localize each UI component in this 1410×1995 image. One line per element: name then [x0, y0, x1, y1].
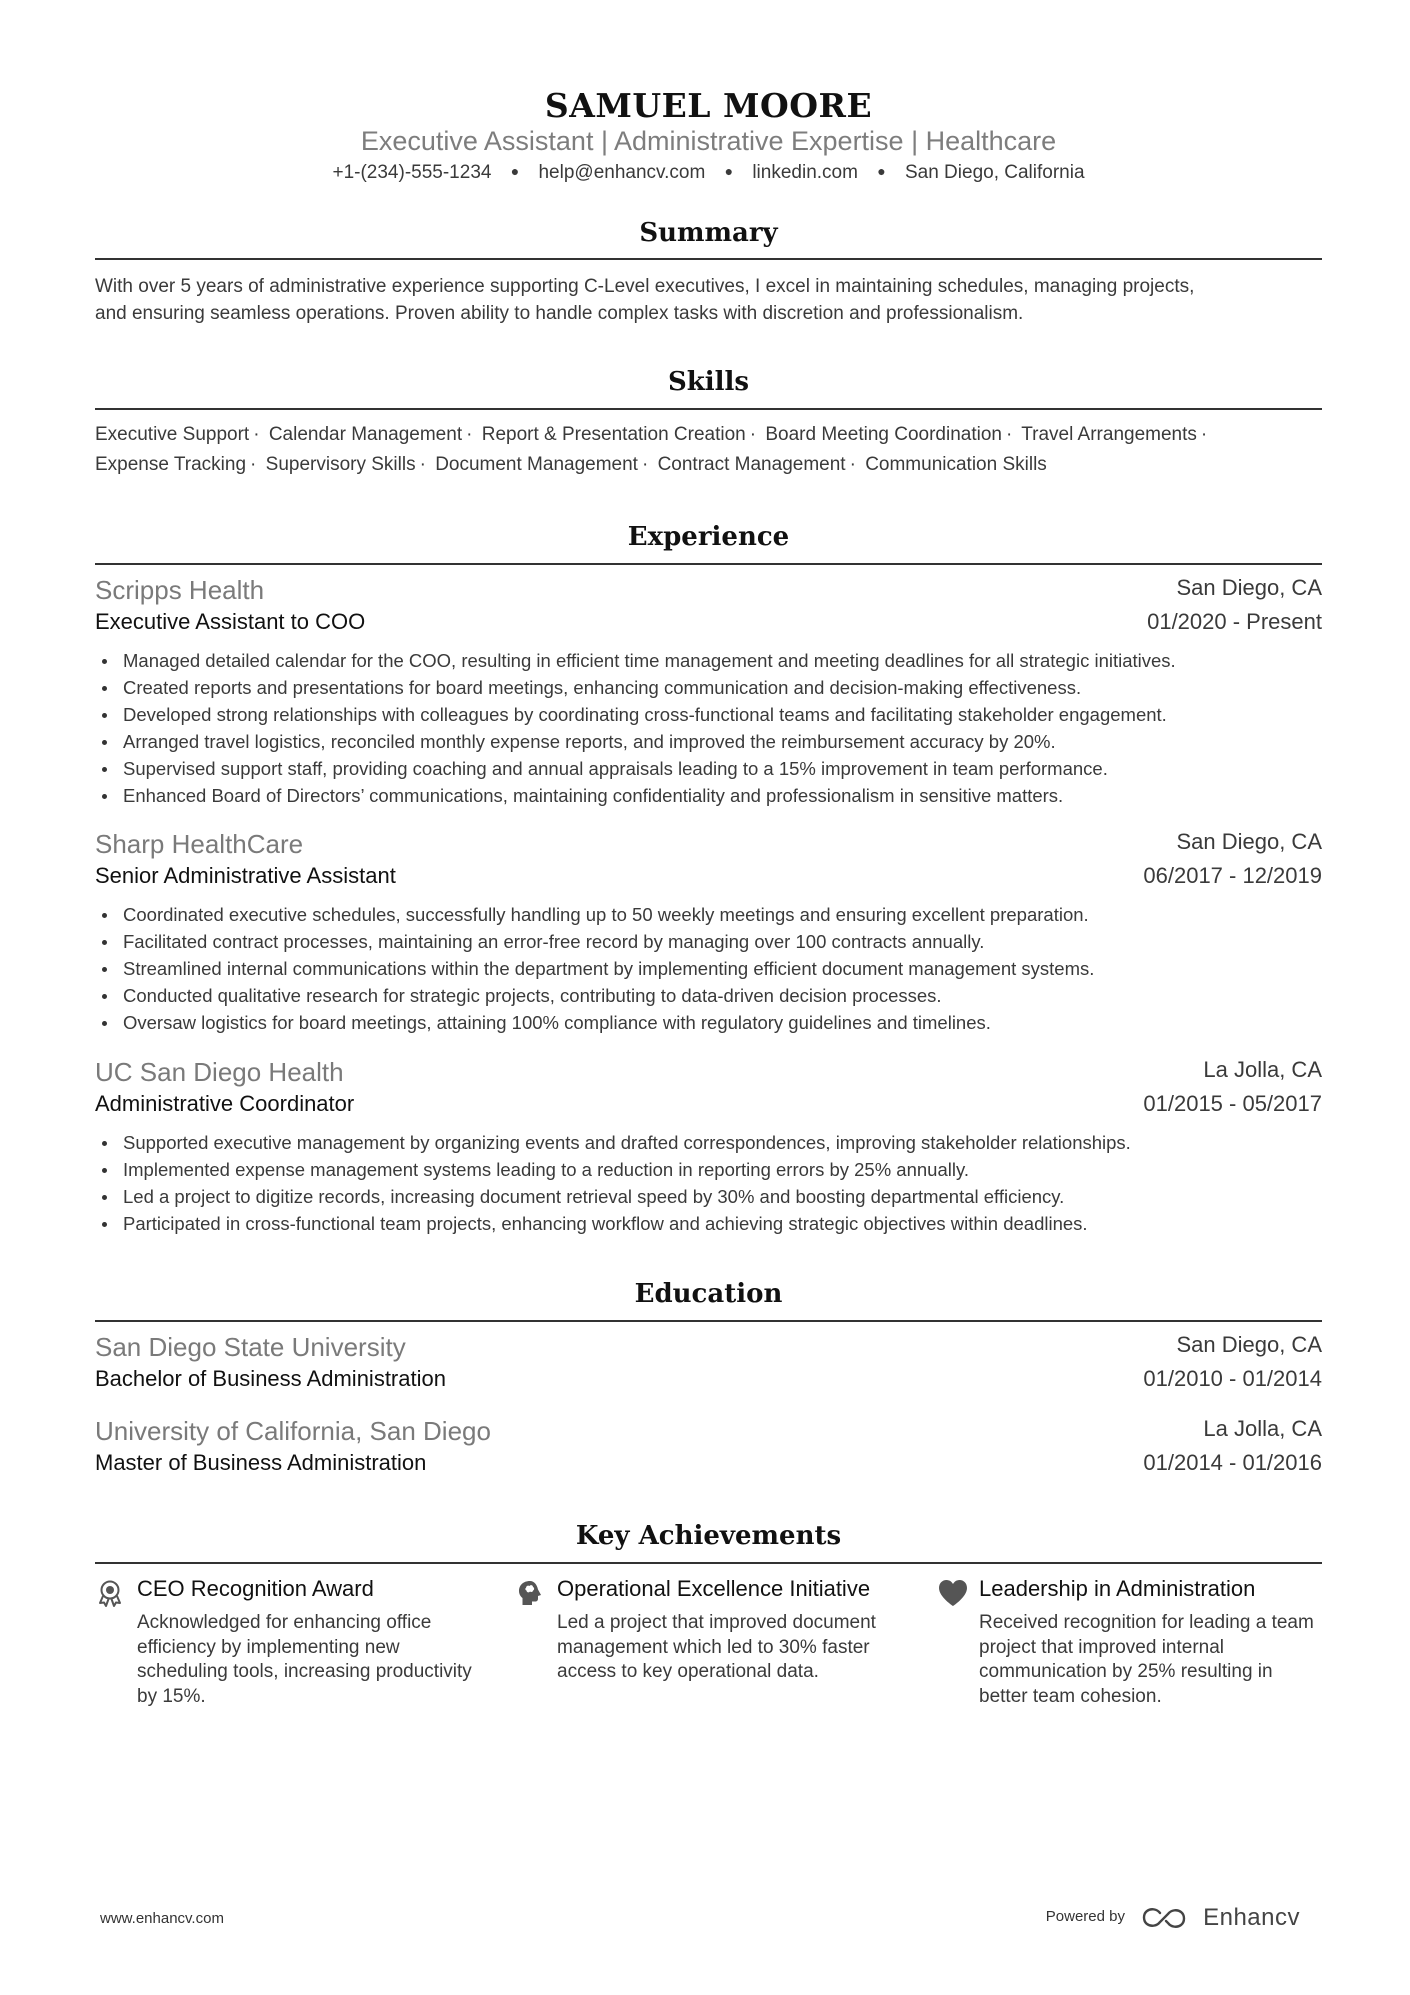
achievements-heading: Key Achievements [575, 1521, 842, 1551]
experience-entry [95, 1057, 1322, 1237]
job-bullet: Arranged travel logistics, reconciled monthly expense reports, and improved the reimbursement accuracy by 20%. [95, 728, 1322, 755]
section-divider [95, 408, 1322, 410]
job-bullet: Coordinated executive schedules, successfully handling up to 50 weekly meetings and ensuring excellent preparation. [95, 901, 1322, 928]
job-bullet: Participated in cross-functional team projects, enhancing workflow and achieving strategic objectives within deadlines. [95, 1210, 1322, 1237]
enhancv-logo-icon [1140, 1904, 1188, 1934]
school-location: San Diego, CA [1176, 1332, 1322, 1357]
degree: Bachelor of Business Administration [95, 1366, 446, 1391]
separator-dot: ● [877, 163, 886, 179]
job-bullets [95, 901, 1322, 1036]
job-bullets [95, 1129, 1322, 1237]
enhancv-wordmark: Enhancv [1203, 1904, 1300, 1931]
skill-item: Board Meeting Coordination [765, 424, 1002, 445]
job-location: San Diego, CA [1176, 829, 1322, 854]
experience-entry [95, 575, 1322, 809]
education-dates: 01/2010 - 01/2014 [1143, 1366, 1322, 1391]
job-bullet: Streamlined internal communications within the department by implementing efficient document management systems. [95, 955, 1322, 982]
job-title: Executive Assistant to COO [95, 609, 366, 634]
skill-item: Expense Tracking [95, 454, 247, 475]
school-name: University of California, San Diego [95, 1416, 491, 1446]
company-name: Sharp HealthCare [95, 829, 304, 859]
job-dates: 01/2020 - Present [1147, 609, 1322, 634]
summary-text [95, 273, 1322, 327]
job-dates: 01/2015 - 05/2017 [1143, 1091, 1322, 1116]
school-name: San Diego State University [95, 1332, 406, 1362]
skills-list [95, 420, 1322, 480]
achievement-description: Led a project that improved document management which led to 30% faster access to key operational data. [557, 1612, 876, 1682]
skills-heading: Skills [667, 367, 750, 397]
achievement-title: Operational Excellence Initiative [557, 1576, 871, 1601]
skill-item: Calendar Management [268, 424, 463, 445]
company-name: UC San Diego Health [95, 1057, 344, 1087]
skill-item: Supervisory Skills [265, 454, 416, 475]
skill-item: Executive Support [95, 424, 250, 445]
experience-entry [95, 829, 1322, 1036]
skill-item: Communication Skills [865, 454, 1047, 475]
education-dates: 01/2014 - 01/2016 [1143, 1450, 1322, 1475]
achievement-description: Received recognition for leading a team project that improved internal communication by 25% resulting in better team cohesion. [979, 1612, 1314, 1707]
job-bullet: Supervised support staff, providing coaching and annual appraisals leading to a 15% improvement in team performance. [95, 755, 1322, 782]
job-dates: 06/2017 - 12/2019 [1143, 863, 1322, 888]
job-bullet: Facilitated contract processes, maintaining an error-free record by managing over 100 contracts annually. [95, 928, 1322, 955]
achievement-description: Acknowledged for enhancing office efficiency by implementing new scheduling tools, increasing productivity by 15%. [137, 1612, 472, 1707]
skill-item: Contract Management [657, 454, 846, 475]
job-title: Administrative Coordinator [95, 1091, 355, 1116]
achievement-title: CEO Recognition Award [137, 1576, 374, 1601]
job-bullet: Oversaw logistics for board meetings, attaining 100% compliance with regulatory guidelines and timelines. [95, 1009, 1322, 1036]
company-name: Scripps Health [95, 575, 265, 605]
award-icon [95, 1578, 125, 1608]
school-location: La Jolla, CA [1203, 1416, 1322, 1441]
job-bullet: Enhanced Board of Directors’ communications, maintaining confidentiality and professionalism in sensitive matters. [95, 782, 1322, 809]
job-location: San Diego, CA [1176, 575, 1322, 600]
candidate-name: SAMUEL MOORE [544, 86, 873, 125]
summary-line: and ensuring seamless operations. Proven ability to handle complex tasks with discretion and professionalism. [95, 303, 1024, 324]
separator-dot: ● [724, 163, 734, 179]
job-bullet: Led a project to digitize records, increasing document retrieval speed by 30% and boosting departmental efficiency. [95, 1183, 1322, 1210]
contact-linkedin[interactable]: linkedin.com [752, 162, 858, 183]
job-bullet: Developed strong relationships with colleagues by coordinating cross-functional teams and facilitating stakeholder engagement. [95, 701, 1322, 728]
section-divider [95, 1320, 1322, 1322]
degree: Master of Business Administration [95, 1450, 427, 1475]
job-location: La Jolla, CA [1203, 1057, 1322, 1082]
skill-item: Report & Presentation Creation [481, 424, 746, 445]
experience-heading: Experience [627, 522, 790, 552]
achievement-title: Leadership in Administration [979, 1576, 1256, 1601]
section-divider [95, 1562, 1322, 1564]
section-divider [95, 258, 1322, 260]
footer-website[interactable]: www.enhancv.com [100, 1910, 224, 1927]
education-entry [95, 1332, 1322, 1400]
education-heading: Education [634, 1279, 783, 1309]
contact-email[interactable]: help@enhancv.com [538, 162, 706, 183]
job-bullet: Implemented expense management systems leading to a reduction in reporting errors by 25% annually. [95, 1156, 1322, 1183]
contact-phone: +1-(234)-555-1234 [332, 162, 492, 183]
job-bullet: Created reports and presentations for board meetings, enhancing communication and decision-making effectiveness. [95, 674, 1322, 701]
job-bullet: Managed detailed calendar for the COO, resulting in efficient time management and meeting deadlines for all strategic initiatives. [95, 647, 1322, 674]
candidate-headline: Executive Assistant | Administrative Expertise | Healthcare [360, 126, 1057, 156]
contact-location: San Diego, California [904, 162, 1085, 183]
job-bullet: Supported executive management by organizing events and drafted correspondences, improving stakeholder relationships. [95, 1129, 1322, 1156]
job-title: Senior Administrative Assistant [95, 863, 396, 888]
skills-line: Executive Support · Calendar Management · Report & Presentation Creation · Board Meeting Coordination · Travel Arrangements · [95, 424, 1208, 445]
summary-line: With over 5 years of administrative experience supporting C-Level executives, I excel in maintaining schedules, managing projects, [95, 276, 1195, 297]
enhancv-logo[interactable] [1140, 1900, 1300, 1934]
heart-icon [937, 1578, 967, 1608]
job-bullets [95, 647, 1322, 809]
job-bullet: Conducted qualitative research for strategic projects, contributing to data-driven decision processes. [95, 982, 1322, 1009]
skill-item: Document Management [435, 454, 638, 475]
separator-dot: ● [510, 163, 520, 179]
summary-heading: Summary [639, 218, 778, 248]
education-entry [95, 1416, 1322, 1484]
section-divider [95, 563, 1322, 565]
powered-by-label: Powered by [1045, 1908, 1125, 1925]
skill-item: Travel Arrangements [1021, 424, 1197, 445]
skills-line: Expense Tracking · Supervisory Skills · Document Management · Contract Management · Communication Skills [95, 454, 1047, 475]
contact-line [95, 162, 1322, 184]
brain-head-icon [515, 1578, 545, 1608]
